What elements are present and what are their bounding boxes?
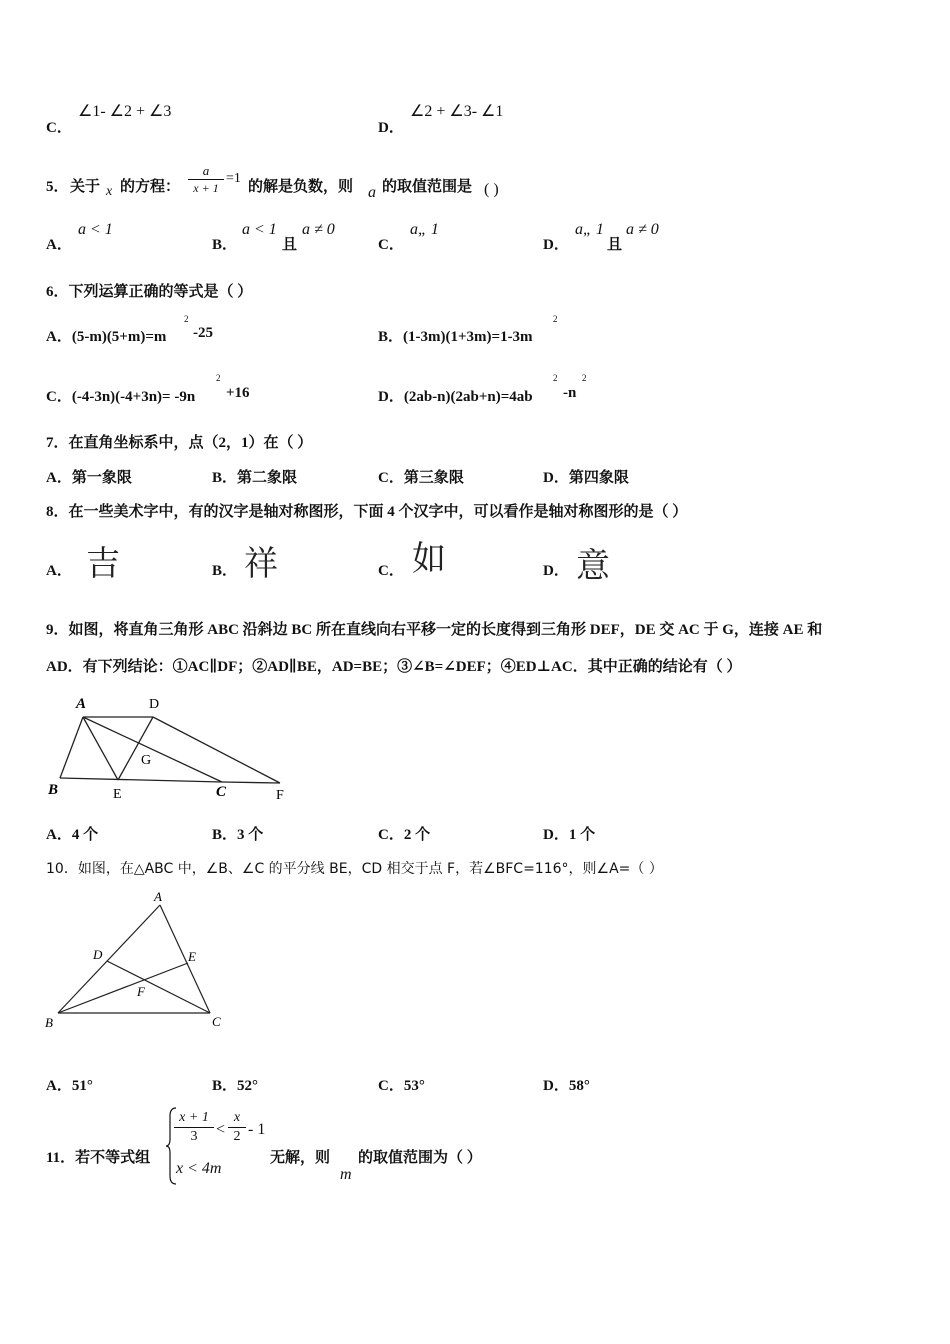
q11-mid: 无解，则 xyxy=(270,1150,331,1166)
q5-option-d-qie: 且 xyxy=(607,237,623,253)
q7-option-c: C．第三象限 xyxy=(378,470,464,486)
q8-option-b-label: B． xyxy=(212,563,238,579)
q7-stem: 7．在直角坐标系中，点（2，1）在（ ） xyxy=(46,435,313,451)
q5-var-x: x xyxy=(106,184,113,199)
q5-var-a: a xyxy=(368,184,376,201)
q4-option-d-label: D． xyxy=(378,120,404,136)
q5-eq-rhs: =1 xyxy=(226,171,241,186)
q11-ineq1-op: < xyxy=(216,1121,226,1138)
q9-label-e: E xyxy=(113,787,122,802)
q5-option-d-label: D． xyxy=(543,237,569,253)
q5-text-after: 的解是负数，则 xyxy=(248,179,354,195)
q10-option-b: B．52° xyxy=(212,1078,259,1094)
q10-option-a: A．51° xyxy=(46,1078,93,1094)
q7-option-b: B．第二象限 xyxy=(212,470,298,486)
q5-answer-paren: ( ) xyxy=(484,181,499,198)
q11-frac1 xyxy=(174,1110,214,1145)
q6-option-b-sup: 2 xyxy=(553,314,558,324)
q9-figure xyxy=(40,690,300,810)
q8-option-d-label: D． xyxy=(543,563,569,579)
q6-stem: 6．下列运算正确的等式是（ ） xyxy=(46,284,253,300)
q11-frac1-num: x + 1 xyxy=(179,1110,209,1125)
q9-label-g: G xyxy=(141,753,152,768)
q5-option-c-expr: a„ 1 xyxy=(410,221,439,238)
q9-seg-cf xyxy=(222,782,280,783)
q4-option-c-expr: ∠1- ∠2 + ∠3 xyxy=(78,103,172,120)
q5-frac-den: x + 1 xyxy=(193,181,219,195)
q10-seg-ac xyxy=(160,905,210,1013)
q5-frac-num: a xyxy=(202,163,210,178)
q5-frac-bar xyxy=(188,179,224,180)
q5-option-b-extra: a ≠ 0 xyxy=(302,221,335,238)
q5-text-mid: 的方程： xyxy=(120,179,181,195)
q5-option-d-expr: a„ 1 xyxy=(575,221,604,238)
q4-option-c-label: C． xyxy=(46,120,72,136)
q6-option-d: D．(2ab-n)(2ab+n)=4ab xyxy=(378,389,533,405)
q11-var-m: m xyxy=(340,1166,352,1183)
q8-option-a-label: A． xyxy=(46,563,72,579)
q8-stem: 8．在一些美术字中，有的汉字是轴对称图形，下面 4 个汉字中，可以看作是轴对称图形的是（ ） xyxy=(46,504,688,520)
q6-option-d-sup2: 2 xyxy=(582,373,587,383)
q9-label-a: A xyxy=(76,696,87,712)
q11-suffix: 的取值范围为（ ） xyxy=(358,1150,482,1166)
q10-label-d: D xyxy=(93,947,103,962)
q5-text-end: 的取值范围是 xyxy=(382,179,473,195)
q9-option-a: A．4 个 xyxy=(46,827,99,843)
q9-seg-ab xyxy=(60,717,83,778)
q11-frac1-bar xyxy=(174,1127,214,1128)
q5-text-before: 关于 xyxy=(70,179,101,195)
q9-stem-line2: AD．有下列结论：①AC∥DF；②AD∥BE，AD=BE；③∠B=∠DEF；④ED⊥AC．其中正确的结论有（ ） xyxy=(46,659,742,675)
q5-option-b-label: B． xyxy=(212,237,238,253)
q10-option-c: C．53° xyxy=(378,1078,425,1094)
q9-stem-line1: 9．如图，将直角三角形 ABC 沿斜边 BC 所在直线向右平移一定的长度得到三角形 DEF，DE 交 AC 于 G，连接 AE 和 xyxy=(46,622,823,638)
q9-seg-ac xyxy=(83,717,222,782)
q6-option-a-sup: 2 xyxy=(184,314,189,324)
q8-option-c-char: 如 xyxy=(412,539,446,579)
q7-option-a: A．第一象限 xyxy=(46,470,132,486)
q5-number: 5． xyxy=(46,179,69,195)
q11-frac2-den: 2 xyxy=(233,1129,241,1144)
q11-frac2 xyxy=(228,1110,246,1145)
q9-label-b: B xyxy=(48,782,59,798)
q9-seg-de xyxy=(118,717,153,780)
q10-seg-be xyxy=(58,963,188,1013)
q5-option-b-qie: 且 xyxy=(282,237,298,253)
q6-option-a: A．(5-m)(5+m)=m xyxy=(46,329,167,345)
q6-option-d-tail: -n xyxy=(563,385,577,401)
q10-label-e: E xyxy=(188,949,196,964)
q9-option-d: D．1 个 xyxy=(543,827,596,843)
q5-option-a-expr: a < 1 xyxy=(78,221,113,238)
q8-option-c-label: C． xyxy=(378,563,404,579)
q9-option-c: C．2 个 xyxy=(378,827,431,843)
q10-figure xyxy=(40,885,240,1035)
q4-option-d-expr: ∠2 + ∠3- ∠1 xyxy=(410,103,504,120)
q11-ineq2: x < 4m xyxy=(176,1160,222,1177)
q5-option-d-extra: a ≠ 0 xyxy=(626,221,659,238)
q9-option-b: B．3 个 xyxy=(212,827,264,843)
q11-prefix: 11．若不等式组 xyxy=(46,1150,151,1166)
q9-label-c: C xyxy=(216,784,227,800)
q5-option-b-expr: a < 1 xyxy=(242,221,277,238)
q5-option-c-label: C． xyxy=(378,237,404,253)
q10-label-f: F xyxy=(137,984,145,999)
q6-option-c: C．(-4-3n)(-4+3n)= -9n xyxy=(46,389,196,405)
q8-option-d-char: 意 xyxy=(576,546,610,586)
q9-seg-bc xyxy=(60,778,222,782)
q9-seg-ae xyxy=(83,717,118,780)
q10-stem: 10．如图，在△ABC 中，∠B、∠C 的平分线 BE，CD 相交于点 F，若∠BFC=116°，则∠A=（ ） xyxy=(46,861,663,877)
q10-label-a: A xyxy=(154,889,162,904)
q9-label-f: F xyxy=(276,788,284,803)
q7-option-d: D．第四象限 xyxy=(543,470,629,486)
q6-option-a-tail: -25 xyxy=(193,325,213,341)
q11-frac2-num: x xyxy=(233,1110,241,1125)
q11-frac1-den: 3 xyxy=(190,1129,198,1144)
q5-fraction xyxy=(188,163,224,196)
q10-option-d: D．58° xyxy=(543,1078,590,1094)
q10-seg-cd xyxy=(107,961,210,1013)
q9-label-d: D xyxy=(149,697,160,712)
q5-option-a-label: A． xyxy=(46,237,72,253)
q9-seg-df xyxy=(153,717,280,783)
q8-option-b-char: 祥 xyxy=(244,544,278,584)
q10-label-b: B xyxy=(45,1015,53,1030)
q8-option-a-char: 吉 xyxy=(86,544,120,584)
q6-option-c-sup: 2 xyxy=(216,373,221,383)
q11-frac2-bar xyxy=(228,1127,246,1128)
q11-ineq1-tail: - 1 xyxy=(248,1121,266,1138)
q6-option-c-tail: +16 xyxy=(226,385,250,401)
q6-option-d-sup: 2 xyxy=(553,373,558,383)
q6-option-b: B．(1-3m)(1+3m)=1-3m xyxy=(378,329,533,345)
q10-label-c: C xyxy=(212,1014,221,1029)
